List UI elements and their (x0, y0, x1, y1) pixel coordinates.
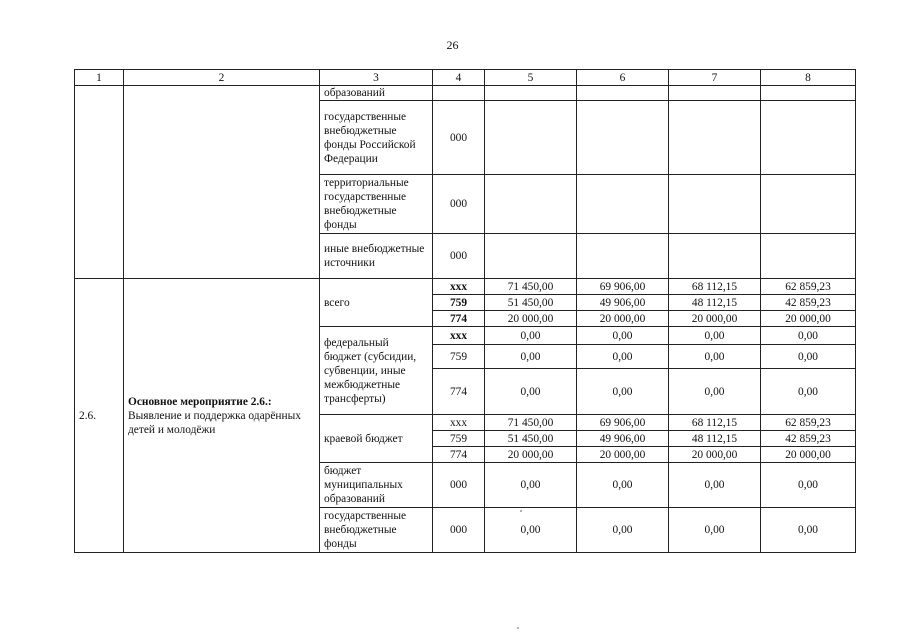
value-cell: 20 000,00 (669, 447, 761, 463)
value-cell: 0,00 (761, 327, 856, 345)
column-header: 5 (485, 70, 577, 86)
value-cell: 0,00 (669, 508, 761, 553)
code-cell: 000 (433, 175, 485, 234)
event-title-bold: Основное мероприятие 2.6.: (128, 395, 272, 408)
code-cell: 000 (433, 508, 485, 553)
code-cell: 000 (433, 101, 485, 175)
source-cell: иные внебюджетные источники (320, 234, 433, 279)
value-cell: 0,00 (669, 345, 761, 369)
value-cell: 20 000,00 (761, 311, 856, 327)
value-cell: 0,00 (577, 508, 669, 553)
value-cell: 0,00 (485, 345, 577, 369)
code-cell: 000 (433, 463, 485, 508)
value-cell: 20 000,00 (577, 311, 669, 327)
value-cell: 0,00 (669, 463, 761, 508)
code-cell: 759 (433, 295, 485, 311)
value-cell: 20 000,00 (761, 447, 856, 463)
code-cell: 000 (433, 234, 485, 279)
column-header: 8 (761, 70, 856, 86)
table-row (75, 279, 856, 295)
event-title-text: Выявление и поддержка одарённых детей и молодёжи (128, 409, 301, 436)
value-cell: 0,00 (577, 327, 669, 345)
code-cell: ххх (433, 279, 485, 295)
code-cell: 774 (433, 311, 485, 327)
source-cell: бюджет муниципальных образований (320, 463, 433, 508)
table-header-row (75, 70, 856, 86)
source-cell: краевой бюджет (320, 415, 433, 463)
column-header: 6 (577, 70, 669, 86)
value-cell: 0,00 (761, 463, 856, 508)
value-cell: 0,00 (485, 369, 577, 415)
column-header: 1 (75, 70, 124, 86)
code-cell: 759 (433, 345, 485, 369)
page-number: 26 (446, 38, 459, 52)
source-cell: образований (320, 86, 433, 101)
column-header: 7 (669, 70, 761, 86)
value-cell: 62 859,23 (761, 415, 856, 431)
value-cell: 68 112,15 (669, 279, 761, 295)
value-cell: 69 906,00 (577, 279, 669, 295)
value-cell: 68 112,15 (669, 415, 761, 431)
code-cell: 774 (433, 447, 485, 463)
column-header: 2 (124, 70, 320, 86)
value-cell: 69 906,00 (577, 415, 669, 431)
code-cell: ххх (433, 415, 485, 431)
code-cell: ххх (433, 327, 485, 345)
source-cell: государственные внебюджетные фонды Российской Федерации (320, 101, 433, 175)
scan-speck (520, 510, 522, 512)
value-cell: 71 450,00 (485, 415, 577, 431)
value-cell: 51 450,00 (485, 295, 577, 311)
value-cell: 48 112,15 (669, 431, 761, 447)
value-cell: 51 450,00 (485, 431, 577, 447)
value-cell: 20 000,00 (669, 311, 761, 327)
source-cell: федеральный бюджет (субсидии, субвенции, иные межбюджетные трансферты) (320, 327, 433, 415)
scan-speck (517, 627, 519, 629)
value-cell: 20 000,00 (485, 447, 577, 463)
empty-cell (75, 86, 124, 279)
value-cell: 0,00 (761, 369, 856, 415)
value-cell: 0,00 (669, 327, 761, 345)
value-cell: 62 859,23 (761, 279, 856, 295)
value-cell: 49 906,00 (577, 295, 669, 311)
value-cell: 48 112,15 (669, 295, 761, 311)
value-cell: 0,00 (761, 508, 856, 553)
value-cell: 0,00 (761, 345, 856, 369)
value-cell: 71 450,00 (485, 279, 577, 295)
value-cell: 0,00 (577, 463, 669, 508)
column-header: 4 (433, 70, 485, 86)
source-cell: всего (320, 279, 433, 327)
source-cell: территориальные государственные внебюджетные фонды (320, 175, 433, 234)
value-cell: 20 000,00 (577, 447, 669, 463)
code-cell: 774 (433, 369, 485, 415)
value-cell: 0,00 (669, 369, 761, 415)
table-row (75, 86, 856, 101)
value-cell: 42 859,23 (761, 295, 856, 311)
value-cell: 0,00 (485, 463, 577, 508)
value-cell: 42 859,23 (761, 431, 856, 447)
value-cell: 0,00 (485, 327, 577, 345)
event-title-cell (124, 279, 320, 553)
source-cell: государственные внебюджетные фонды (320, 508, 433, 553)
empty-cell (124, 86, 320, 279)
row-number: 2.6. (75, 279, 124, 553)
budget-table (74, 69, 856, 553)
value-cell: 0,00 (577, 369, 669, 415)
code-cell: 759 (433, 431, 485, 447)
value-cell: 49 906,00 (577, 431, 669, 447)
value-cell: 20 000,00 (485, 311, 577, 327)
value-cell: 0,00 (577, 345, 669, 369)
value-cell: 0,00 (485, 508, 577, 553)
column-header: 3 (320, 70, 433, 86)
